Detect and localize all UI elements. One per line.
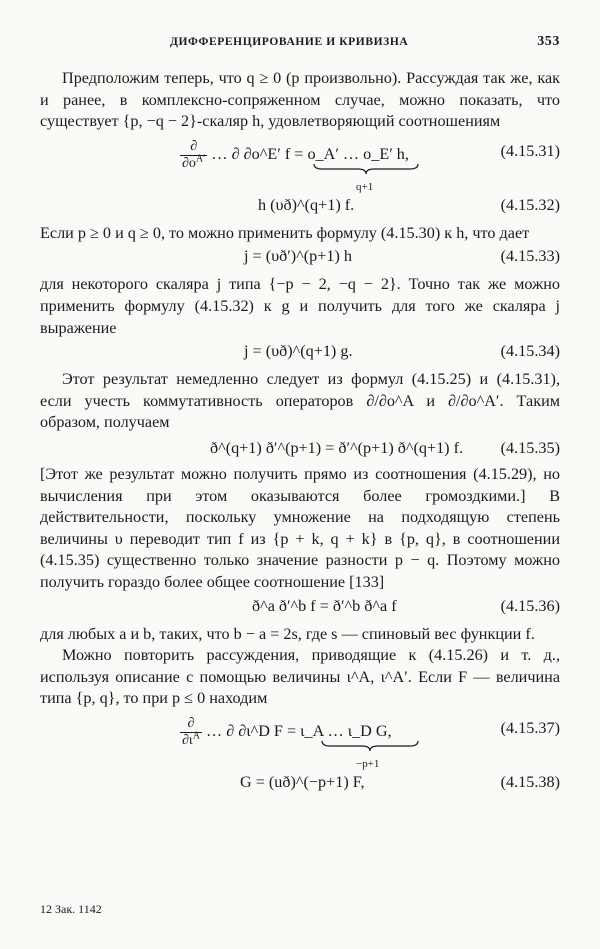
equation-number: (4.15.32) xyxy=(500,195,560,214)
formula-4-15-33: j = (υð′)^(p+1) h xyxy=(244,247,352,266)
formula-4-15-37: … ∂ ∂ι^D F = ι_A … ι_D G, xyxy=(205,722,392,741)
paragraph-7: Можно повторить рассуждения, приводящие к (4.15.26) и т. д., используя описание с помощью величины ι^A, ι^A′. Если F — величина типа {p, q}, то при p ≤ 0 находим xyxy=(40,646,560,708)
paragraph-1: Предположим теперь, что q ≥ 0 (p произвольно). Рассуждая так же, как и ранее, в комплексно-сопряженном случае, можно показать, что существует {p, −q − 2}-скаляр h, удовлетворяющий соотношениям xyxy=(40,69,560,131)
equation-4-15-33 xyxy=(40,244,560,274)
equation-number: (4.15.31) xyxy=(500,141,560,160)
page-number: 353 xyxy=(537,34,560,49)
underbrace xyxy=(320,740,420,752)
formula-4-15-36: ð^a ð′^b f = ð′^b ð^a f xyxy=(252,596,397,615)
equation-4-15-36 xyxy=(40,594,560,624)
printer-signature: 12 Зак. 1142 xyxy=(40,902,102,916)
equation-number: (4.15.38) xyxy=(500,772,560,791)
equation-number: (4.15.35) xyxy=(500,438,560,457)
paragraph-3: для некоторого скаляра j типа {−p − 2, −q − 2}. Точно так же можно применить формулу (4.15.32) к g и получить для того же скаляра j выражение xyxy=(40,275,560,337)
paragraph-5: [Этот же результат можно получить прямо из соотношения (4.15.29), но вычисления при этом оказываются более громоздкими.] В действительности, поскольку умножение на подходящую степень величины υ переводит тип f из {p + k, q + k} в {p, q}, в соотношении (4.15.35) существенно только значение разности p − q. Поэтому можно получить гораздо более общее соотношение [133] xyxy=(40,464,560,591)
formula-4-15-34: j = (υð)^(q+1) g. xyxy=(244,342,353,361)
chapter-title: ДИФФЕРЕНЦИРОВАНИЕ И КРИВИЗНА xyxy=(170,36,409,48)
equation-4-15-31 xyxy=(40,133,560,193)
equation-number: (4.15.36) xyxy=(500,596,560,615)
paragraph-2: Если p ≥ 0 и q ≥ 0, то можно применить формулу (4.15.30) к h, что дает xyxy=(40,223,530,242)
equation-4-15-34 xyxy=(40,339,560,369)
formula-4-15-38: G = (uð)^(−p+1) F, xyxy=(240,772,365,791)
equation-number: (4.15.37) xyxy=(500,718,560,737)
equation-4-15-35 xyxy=(40,434,560,464)
equation-number: (4.15.34) xyxy=(500,342,560,361)
paragraph-4: Этот результат немедленно следует из формул (4.15.25) и (4.15.31), если учесть коммутативность операторов ∂/∂o^A и ∂/∂o^A′. Таким образом, получаем xyxy=(40,370,560,432)
page-body xyxy=(40,68,560,800)
brace-count: q+1 xyxy=(356,180,374,193)
equation-4-15-38 xyxy=(40,770,560,800)
formula-4-15-32: h (υð)^(q+1) f. xyxy=(258,195,355,214)
equation-4-15-32 xyxy=(40,193,560,223)
paragraph-6: для любых a и b, таких, что b − a = 2s, где s — спиновый вес функции f. xyxy=(40,624,535,643)
partial-derivative-fraction: $\frac{\partial}{\partial o^{A'}}$ xyxy=(182,138,206,171)
brace-count: −p+1 xyxy=(356,757,380,770)
partial-derivative-fraction: $\frac{\partial}{\partial\iota^A}$ xyxy=(182,715,200,748)
equation-number: (4.15.33) xyxy=(500,247,560,266)
formula-4-15-31: … ∂ ∂o^E′ f = o_A′ … o_E′ h, xyxy=(211,145,409,163)
underbrace xyxy=(312,163,420,175)
formula-4-15-35: ð^(q+1) ð′^(p+1) = ð′^(p+1) ð^(q+1) f. xyxy=(210,438,464,457)
equation-4-15-37 xyxy=(40,710,560,770)
